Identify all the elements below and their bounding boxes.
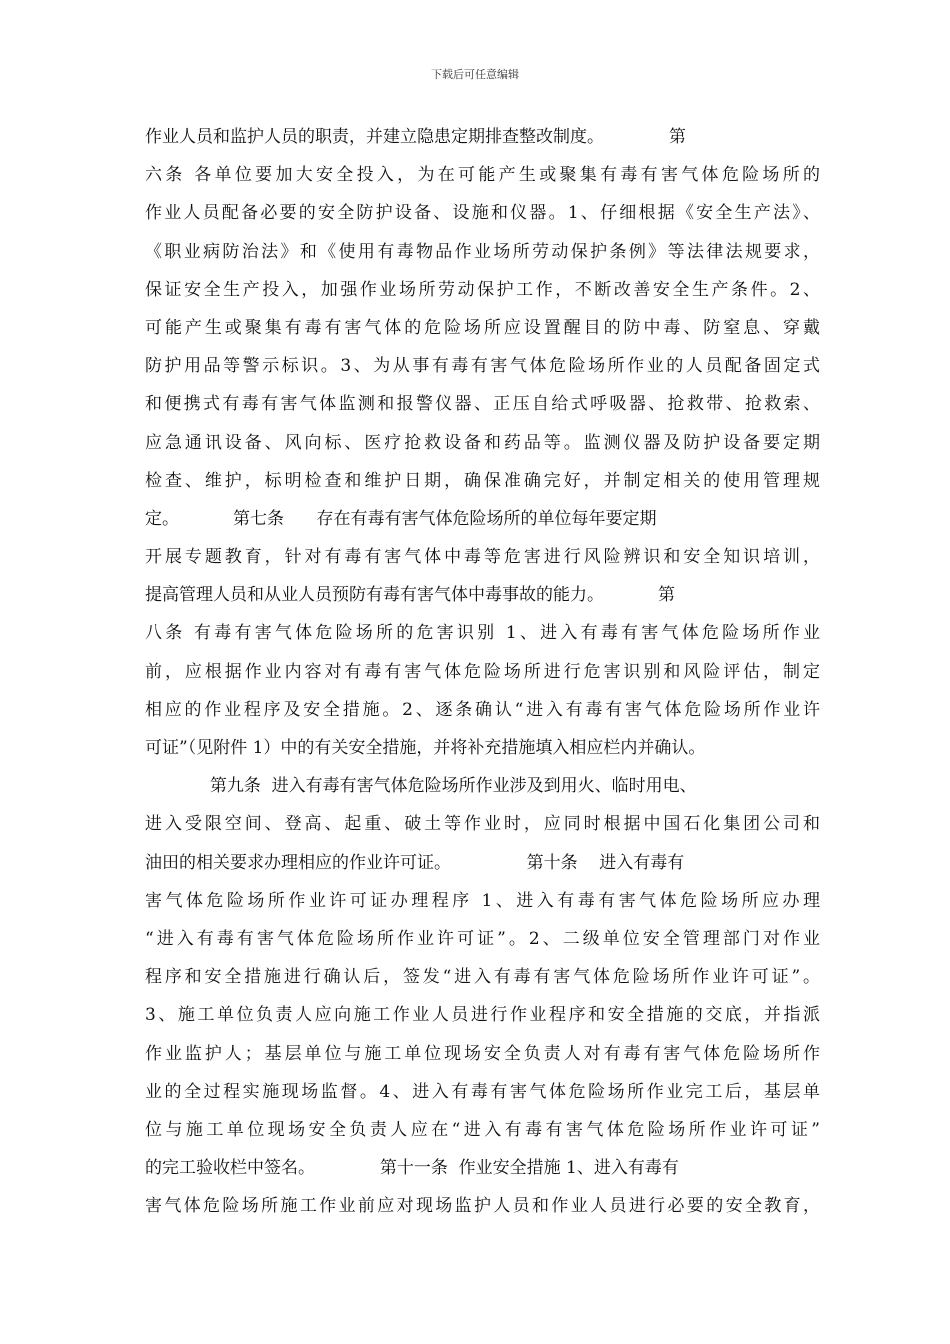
- text-line: 应急通讯设备、风向标、医疗抢救设备和药品等。监测仪器及防护设备要定期: [145, 432, 820, 453]
- text-line: 检查、维护，标明检查和维护日期，确保准确完好，并制定相关的使用管理规: [145, 470, 820, 491]
- text-line: 油田的相关要求办理相应的作业许可证。 第十条 进入有毒有: [145, 852, 685, 873]
- text-line: 作业监护人；基层单位与施工单位现场安全负责人对有毒有害气体危险场所作: [145, 1043, 820, 1064]
- text-line: 程序和安全措施进行确认后，签发“进入有毒有害气体危险场所作业许可证”。: [145, 967, 820, 988]
- text-line: 相应的作业程序及安全措施。2、逐条确认“进入有毒有害气体危险场所作业许: [145, 699, 820, 720]
- text-line: 作业人员配备必要的安全防护设备、设施和仪器。1、仔细根据《安全生产法》、: [145, 203, 820, 224]
- text-line: 八条 有毒有害气体危险场所的危害识别 1、进入有毒有害气体危险场所作业: [145, 623, 820, 644]
- document-body: [145, 118, 820, 1225]
- text-line: 六条 各单位要加大安全投入，为在可能产生或聚集有毒有害气体危险场所的: [145, 165, 820, 186]
- text-line: 第九条 进入有毒有害气体危险场所作业涉及到用火、临时用电、: [145, 776, 697, 797]
- text-line: 《职业病防治法》和《使用有毒物品作业场所劳动保护条例》等法律法规要求，: [145, 241, 820, 262]
- page-header: 下载后可任意编辑: [431, 68, 519, 81]
- text-line: 可能产生或聚集有毒有害气体的危险场所应设置醒目的防中毒、防窒息、穿戴: [145, 317, 820, 338]
- text-line: 和便携式有毒有害气体监测和报警仪器、正压自给式呼吸器、抢救带、抢救索、: [145, 394, 820, 415]
- text-line: 的完工验收栏中签名。 第十一条 作业安全措施 1、进入有毒有: [145, 1158, 679, 1179]
- text-line: 3、施工单位负责人应向施工作业人员进行作业程序和安全措施的交底，并指派: [145, 1005, 820, 1026]
- text-line: 进入受限空间、登高、起重、破土等作业时，应同时根据中国石化集团公司和: [145, 814, 820, 835]
- text-line: 害气体危险场所施工作业前应对现场监护人员和作业人员进行必要的安全教育，: [145, 1196, 820, 1217]
- text-line: 业的全过程实施现场监督。4、进入有毒有害气体危险场所作业完工后，基层单: [145, 1081, 820, 1102]
- text-line: 位与施工单位现场安全负责人应在“进入有毒有害气体危险场所作业许可证”: [145, 1119, 820, 1140]
- text-line: 保证安全生产投入，加强作业场所劳动保护工作，不断改善安全生产条件。2、: [145, 279, 820, 300]
- text-line: 可证”（见附件 1）中的有关安全措施，并将补充措施填入相应栏内并确认。: [145, 738, 706, 758]
- text-line: 开展专题教育，针对有毒有害气体中毒等危害进行风险辨识和安全知识培训，: [145, 547, 820, 568]
- text-line: 防护用品等警示标识。3、为从事有毒有害气体危险场所作业的人员配备固定式: [145, 356, 820, 377]
- text-line: 害气体危险场所作业许可证办理程序 1、进入有毒有害气体危险场所应办理: [145, 890, 820, 911]
- text-line: 前，应根据作业内容对有毒有害气体危险场所进行危害识别和风险评估，制定: [145, 661, 820, 682]
- text-line: 作业人员和监护人员的职责，并建立隐患定期排查整改制度。 第: [145, 127, 686, 147]
- text-line: 定。 第七条 存在有毒有害气体危险场所的单位每年要定期: [145, 508, 657, 529]
- text-line: 提高管理人员和从业人员预防有毒有害气体中毒事故的能力。 第: [145, 585, 676, 606]
- text-line: “进入有毒有害气体危险场所作业许可证”。2、二级单位安全管理部门对作业: [145, 928, 820, 949]
